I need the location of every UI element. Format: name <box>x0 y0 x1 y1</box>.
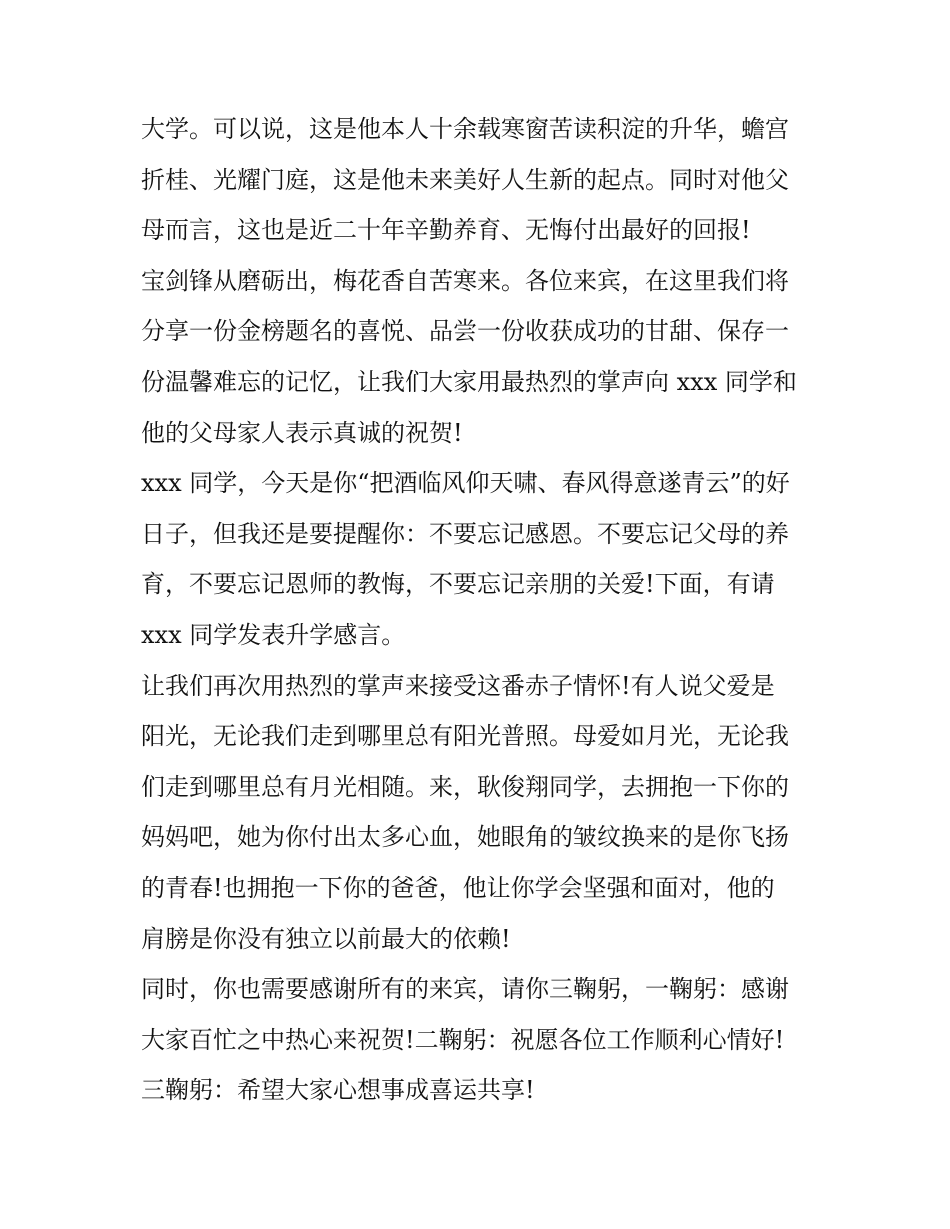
text-line: 折桂、光耀门庭，这是他未来美好人生新的起点。同时对他父 <box>141 165 789 194</box>
document-body <box>141 104 821 1116</box>
text-line: 他的父母家人表示真诚的祝贺! <box>141 418 463 447</box>
text-line: 们走到哪里总有月光相随。来，耿俊翔同学，去拥抱一下你的 <box>141 772 789 801</box>
text-line: xxx 同学发表升学感言。 <box>141 620 406 649</box>
text-line: xxx 同学，今天是你“把酒临风仰天啸、春风得意遂青云”的好 <box>141 469 790 498</box>
text-line: 让我们再次用热烈的掌声来接受这番赤子情怀!有人说父爱是 <box>141 671 775 700</box>
text-line: 阳光，无论我们走到哪里总有阳光普照。母爱如月光，无论我 <box>141 722 789 751</box>
text-line: 妈妈吧，她为你付出太多心血，她眼角的皱纹换来的是你飞扬 <box>141 823 789 852</box>
text-line: 份温馨难忘的记忆，让我们大家用最热烈的掌声向 xxx 同学和 <box>141 367 797 396</box>
text-line: 日子，但我还是要提醒你：不要忘记感恩。不要忘记父母的养 <box>141 519 789 548</box>
text-line: 的青春!也拥抱一下你的爸爸，他让你学会坚强和面对，他的 <box>141 873 775 902</box>
text-line: 同时，你也需要感谢所有的来宾，请你三鞠躬，一鞠躬：感谢 <box>141 975 789 1004</box>
text-line: 宝剑锋从磨砺出，梅花香自苦寒来。各位来宾，在这里我们将 <box>141 266 789 295</box>
text-line: 母而言，这也是近二十年辛勤养育、无悔付出最好的回报! <box>141 216 751 245</box>
text-line: 育，不要忘记恩师的教悔，不要忘记亲朋的关爱!下面，有请 <box>141 570 775 599</box>
text-line: 大家百忙之中热心来祝贺!二鞠躬：祝愿各位工作顺利心情好! <box>141 1025 785 1054</box>
text-line: 三鞠躬：希望大家心想事成喜运共享! <box>141 1076 535 1105</box>
text-line: 大学。可以说，这是他本人十余载寒窗苦读积淀的升华，蟾宫 <box>141 115 789 143</box>
text-line: 肩膀是你没有独立以前最大的依赖! <box>141 924 511 953</box>
text-line: 分享一份金榜题名的喜悦、品尝一份收获成功的甘甜、保存一 <box>141 317 789 346</box>
